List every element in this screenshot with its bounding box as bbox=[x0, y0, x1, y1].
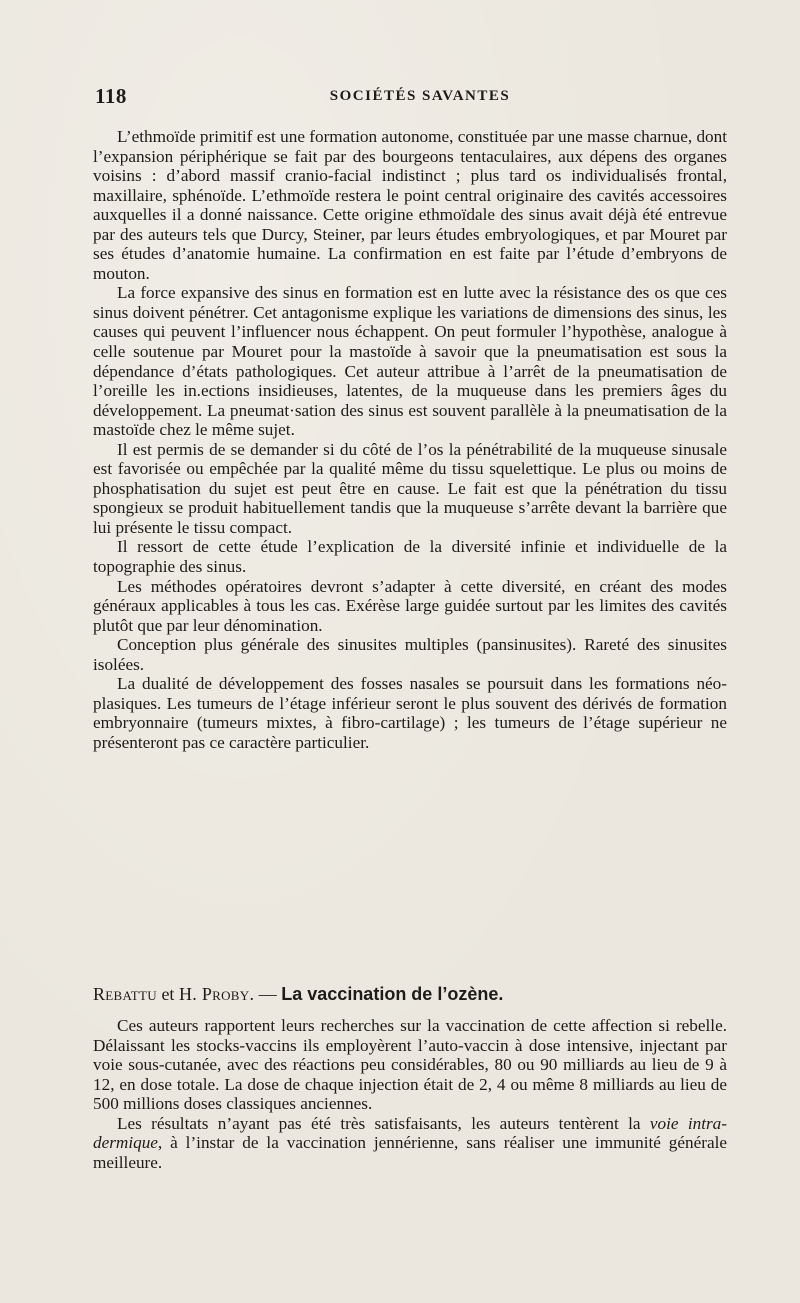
heading-dash: — bbox=[258, 984, 277, 1004]
author-name: Rebattu bbox=[93, 984, 157, 1004]
paragraph: Il ressort de cette étude l’explication de la diversité infinie et individuelle de la topographie des sinus. bbox=[93, 537, 727, 577]
paragraph: La dualité de développement des fosses nasales se poursuit dans les formations néo-plasiques. Les tumeurs de l’étage inférieur seront le plus souvent des dérivés de formation embryonnaire (tumeurs mixtes, à fibro-cartilage) ; les tumeurs de l’étage supérieur ne présenteront pas ce caractère particulier. bbox=[93, 674, 727, 752]
paragraph: Ces auteurs rapportent leurs recherches sur la vaccination de cette affection si rebelle. Délaissant les stocks-vaccins ils employèrent l’auto-vaccin à dose intensive, injectant par voie sous-cutanée, avec des réactions peu considérables, 80 ou 90 milliards au lieu de 9 à 12, en dose totale. La dose de chaque injection était de 2, 4 ou même 8 milliards au lieu de 500 millions doses classiques anciennes. bbox=[93, 1016, 727, 1114]
article-title: La vaccination de l’ozène. bbox=[281, 984, 504, 1004]
emphasis-text: voie intra-dermique bbox=[93, 1113, 728, 1153]
page-number: 118 bbox=[95, 84, 127, 108]
section-vaccination-text bbox=[93, 1016, 727, 1172]
paragraph bbox=[93, 1114, 727, 1173]
text-run: Les résultats n’ayant pas été très satisfaisants, les auteurs tentèrent la bbox=[117, 1113, 650, 1133]
running-head: SOCIÉTÉS SAVANTES bbox=[329, 88, 511, 104]
paragraph: Les méthodes opératoires devront s’adapter à cette diversité, en créant des modes généraux applicables à tous les cas. Exérèse large guidée surtout par les limites des cavités plutôt que par leur dénomination. bbox=[93, 576, 727, 635]
paragraph: La force expansive des sinus en formation est en lutte avec la résistance des os que ces sinus doivent pénétrer. Cet antagonisme explique les variations de dimensions des sinus, les causes qui peuvent l’influencer nous échappent. On peut formuler l’hypothèse, analogue à celle soutenue par Mouret pour la mastoïde à savoir que la pneumatisation est sous la dépendance d’états pathologiques. Cet auteur attribue à l’arrêt de la pneumatisation de l’oreille les in.ections insidieuses, latentes, de la muqueuse dans les premiers âges du développement. La pneumat·sation des sinus est souvent parallèle à la pneumatisation de la mastoïde chez le même sujet. bbox=[93, 283, 727, 440]
text-run: , à l’instar de la vaccination jennérienne, sans réaliser une immunité générale meilleure. bbox=[93, 1133, 727, 1172]
paragraph: Il est permis de se demander si du côté de l’os la pénétrabilité de la muqueuse sinusale est favorisée ou empêchée par la qualité même du tissu squelettique. Le plus ou moins de phosphatisation du sujet est peut être en cause. Le fait est que la pénétration du tissu spongieux se produit habituellement tandis que la muqueuse s’arrête devant la barrière que lui présente le tissu compact. bbox=[93, 439, 727, 537]
section-ethmoid-text bbox=[93, 127, 727, 753]
article-heading bbox=[93, 983, 727, 1005]
paragraph: Conception plus générale des sinusites multiples (pansinusites). Rareté des sinusites isolées. bbox=[93, 635, 727, 674]
author-name: H. Proby. bbox=[178, 984, 255, 1004]
page-header bbox=[95, 84, 725, 110]
paragraph: L’ethmoïde primitif est une formation autonome, constituée par une masse charnue, dont l’expansion périphérique se fait par des bourgeons tentaculaires, aux dépens des organes voisins : d’abord massif cranio-facial indistinct ; plus tard os individualisés frontal, maxillaire, sphénoïde. L’ethmoïde restera le point central originaire des cavités accessoires auxquelles il a donné naissance. Cette origine ethmoïdale des sinus avait déjà été entrevue par des auteurs tels que Durcy, Steiner, par leurs études embryologiques, et par Mouret par ses études d’anatomie humaine. La confirmation en est faite par l’étude d’embryons de mouton. bbox=[93, 127, 727, 283]
author-conjunction: et bbox=[161, 984, 175, 1004]
